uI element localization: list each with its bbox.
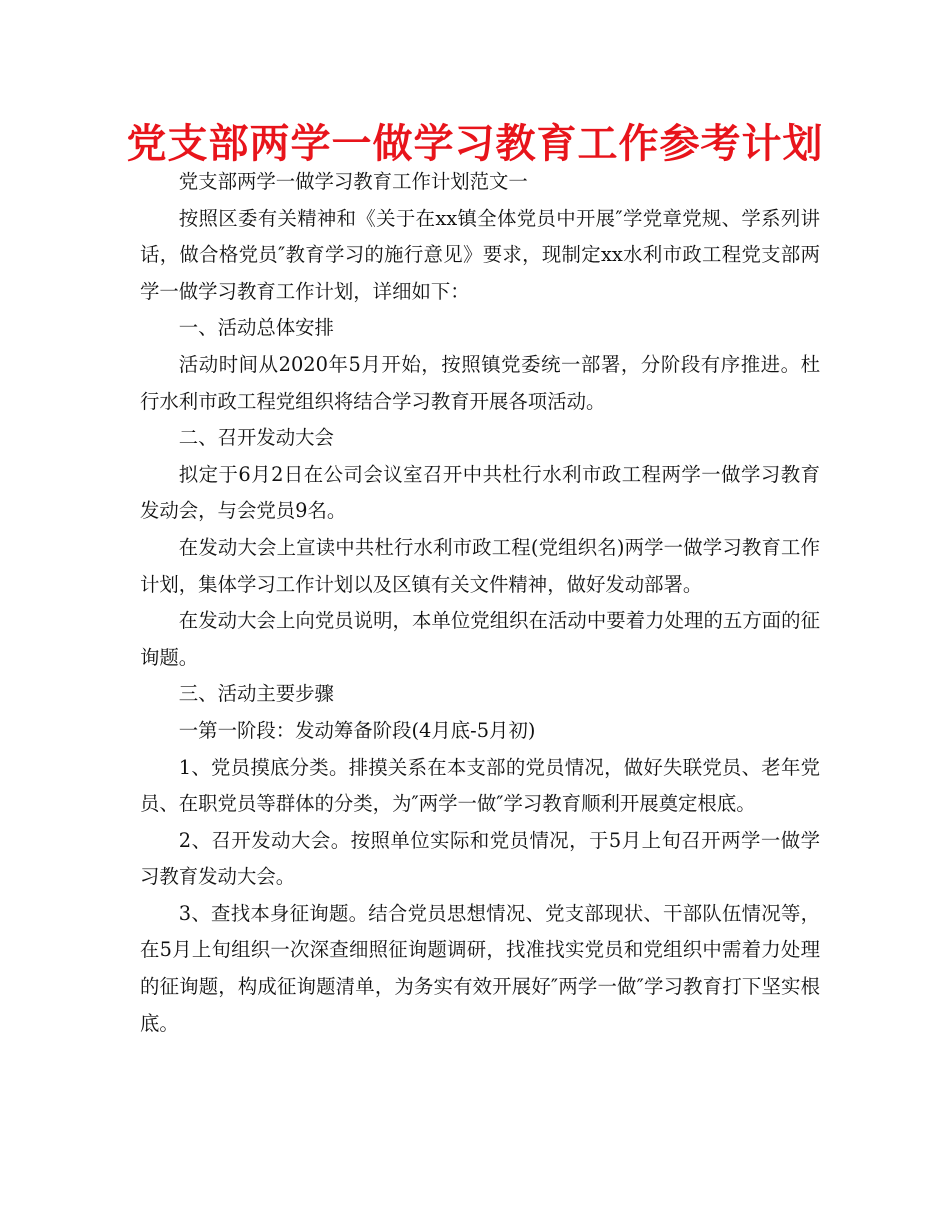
document-title: 党支部两学一做学习教育工作参考计划 xyxy=(126,120,824,167)
body-paragraph: 按照区委有关精神和《关于在xx镇全体党员中开展″学党章党规、学系列讲话，做合格党员″教育学习的施行意见》要求，现制定xx水利市政工程党支部两学一做学习教育工作计划，详细如下： xyxy=(140,206,820,303)
section-heading: 三、活动主要步骤 xyxy=(178,682,334,706)
body-paragraph: 1、党员摸底分类。排摸关系在本支部的党员情况，做好失联党员、老年党员、在职党员等群体的分类，为″两学一做″学习教育顺利开展奠定根底。 xyxy=(140,755,820,816)
document-body xyxy=(140,164,820,1042)
body-paragraph: 拟定于6月2日在公司会议室召开中共杜行水利市政工程两学一做学习教育发动会，与会党员9名。 xyxy=(140,462,820,523)
subtitle-paragraph: 党支部两学一做学习教育工作计划范文一 xyxy=(178,170,528,193)
body-paragraph: 在发动大会上向党员说明，本单位党组织在活动中要着力处理的五方面的征询题。 xyxy=(140,609,820,669)
body-paragraph: 在发动大会上宣读中共杜行水利市政工程(党组织名)两学一做学习教育工作计划，集体学习工作计划以及区镇有关文件精神，做好发动部署。 xyxy=(140,535,820,596)
body-paragraph: 活动时间从2020年5月开始，按照镇党委统一部署，分阶段有序推进。杜行水利市政工程党组织将结合学习教育开展各项活动。 xyxy=(140,352,820,413)
section-heading: 一、活动总体安排 xyxy=(178,316,334,340)
body-paragraph: 3、查找本身征询题。结合党员思想情况、党支部现状、干部队伍情况等，在5月上旬组织一次深查细照征询题调研，找准找实党员和党组织中需着力处理的征询题，构成征询题清单，为务实有效开展好″两学一做″学习教育打下坚实根底。 xyxy=(140,901,820,1035)
section-heading: 二、召开发动大会 xyxy=(178,426,334,450)
sub-heading: 一第一阶段：发动筹备阶段(4月底-5月初) xyxy=(178,718,536,742)
body-paragraph: 2、召开发动大会。按照单位实际和党员情况，于5月上旬召开两学一做学习教育发动大会。 xyxy=(140,828,820,889)
